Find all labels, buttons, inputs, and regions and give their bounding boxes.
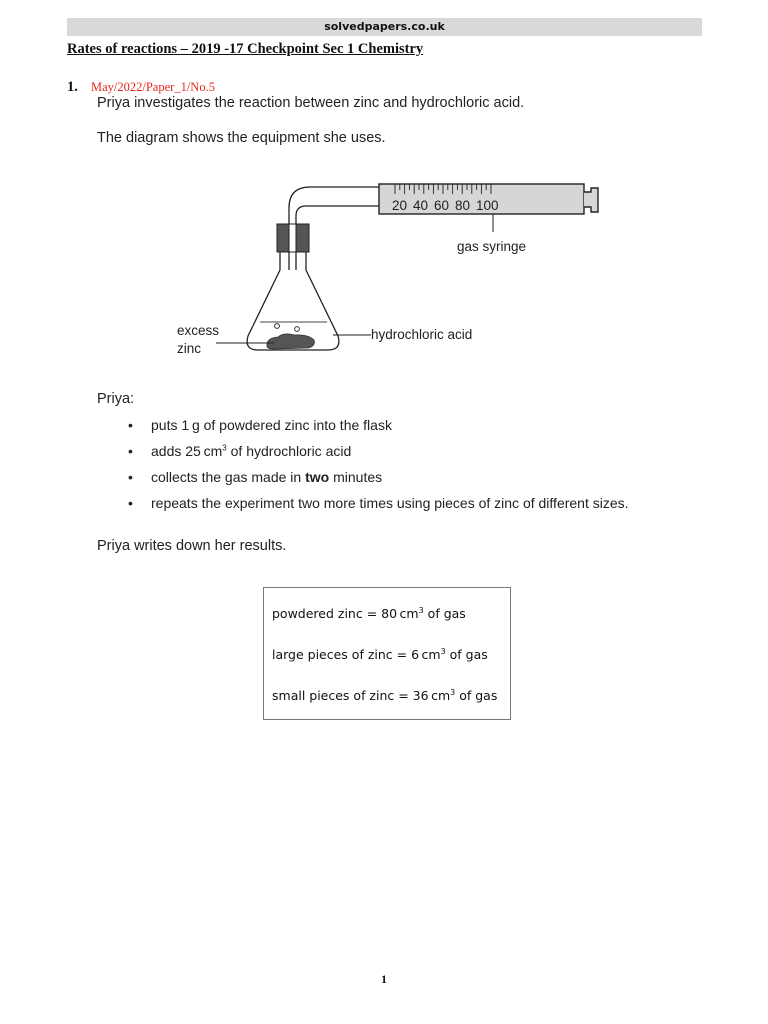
question-reference: May/2022/Paper_1/No.5 [91, 80, 215, 94]
apparatus-diagram [170, 180, 610, 365]
text-segment: of gas [445, 647, 488, 662]
results-box [263, 587, 511, 720]
text-segment: adds 25 cm [151, 443, 223, 459]
superscript: 3 [222, 443, 227, 453]
bung [277, 224, 309, 252]
text-segment: of gas [455, 688, 498, 703]
syringe-scale-label: 60 [434, 198, 450, 213]
procedure-steps [128, 416, 629, 520]
zinc-label: zinc [177, 341, 202, 356]
syringe-plunger-end [584, 188, 598, 212]
steps-intro: Priya: [97, 391, 135, 407]
text-segment: large pieces of zinc = 6 cm [272, 647, 441, 662]
procedure-step [128, 468, 629, 494]
text-segment: repeats the experiment two more times using pieces of zinc of different sizes. [151, 495, 629, 511]
text-segment: of hydrochloric acid [226, 443, 352, 459]
result-line [272, 647, 510, 688]
superscript: 3 [450, 687, 456, 697]
hydrochloric-acid-label: hydrochloric acid [371, 327, 473, 342]
document-title: Rates of reactions – 2019 -17 Checkpoint Sec 1 Chemistry [67, 41, 424, 57]
zinc-lump [267, 334, 314, 349]
excess-label: excess [177, 323, 220, 338]
syringe-scale-label: 100 [476, 198, 499, 213]
syringe-scale-label: 40 [413, 198, 429, 213]
gas-bubble [275, 324, 280, 329]
question-number: 1. [67, 79, 78, 95]
procedure-step [128, 416, 629, 442]
procedure-step [128, 442, 629, 468]
superscript: 3 [418, 605, 424, 615]
question-intro: Priya investigates the reaction between zinc and hydrochloric acid. [97, 95, 525, 111]
site-header-bar [67, 18, 702, 36]
text-segment: puts 1 g of powdered zinc into the flask [151, 417, 392, 433]
bold-text: two [305, 469, 330, 485]
gas-syringe-label: gas syringe [457, 239, 527, 254]
text-segment: small pieces of zinc = 36 cm [272, 688, 451, 703]
site-name: solvedpapers.co.uk [324, 20, 445, 33]
page-number: 1 [381, 972, 387, 986]
gas-bubble [295, 327, 300, 332]
result-line [272, 688, 510, 729]
syringe-scale-label: 20 [392, 198, 408, 213]
superscript: 3 [440, 646, 446, 656]
text-segment: of gas [423, 606, 466, 621]
syringe-scale-label: 80 [455, 198, 471, 213]
results-intro: Priya writes down her results. [97, 538, 287, 554]
text-segment: powdered zinc = 80 cm [272, 606, 419, 621]
result-line [272, 606, 510, 647]
text-segment: minutes [329, 469, 383, 485]
text-segment: collects the gas made in [151, 469, 306, 485]
diagram-caption: The diagram shows the equipment she uses. [97, 130, 386, 146]
procedure-step [128, 494, 629, 520]
